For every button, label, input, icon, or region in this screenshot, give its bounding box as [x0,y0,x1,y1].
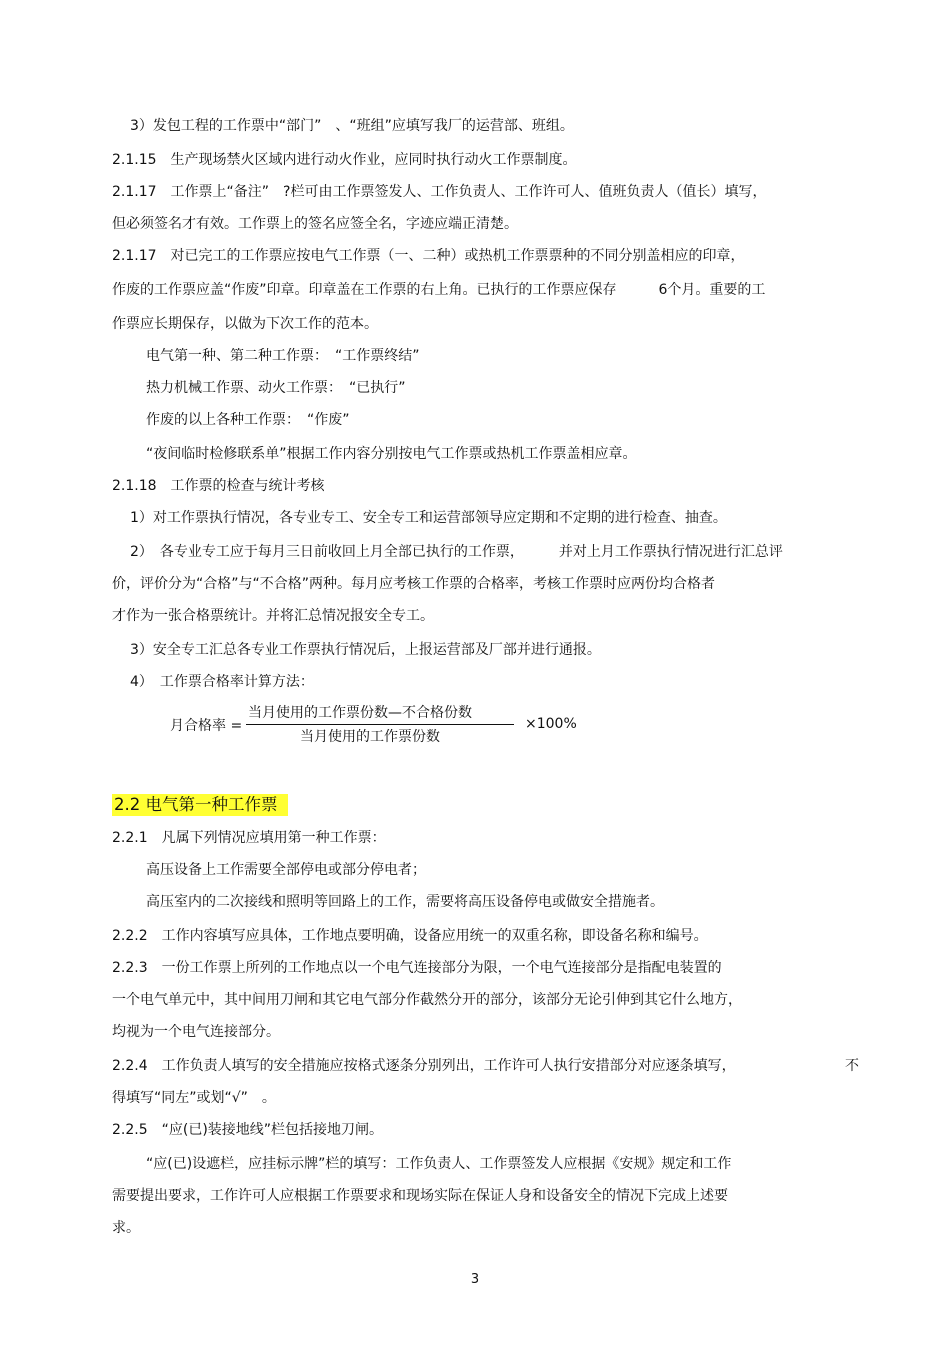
text-line: 3）安全专工汇总各专业工作票执行情况后，上报运营部及厂部并进行通报。 [130,642,601,658]
text-line: 2.1.15 生产现场禁火区域内进行动火作业，应同时执行动火工作票制度。 [112,152,577,168]
text-line: 才作为一张合格票统计。并将汇总情况报安全专工。 [112,608,434,624]
text-line: 热力机械工作票、动火工作票： “已执行” [146,380,406,396]
section-heading: 2.2 电气第一种工作票 [112,794,288,816]
text-line: 需要提出要求，工作许可人应根据工作票要求和现场实际在保证人身和设备安全的情况下完成上述要 [112,1188,728,1204]
text-line: 2.2.3 一份工作票上所列的工作地点以一个电气连接部分为限，一个电气连接部分是指配电装置的 [112,960,722,976]
text-line: 4） 工作票合格率计算方法： [130,674,314,690]
text-line: “夜间临时检修联系单”根据工作内容分别按电气工作票或热机工作票盖相应章。 [146,446,637,462]
text-line: “应(已)设遮栏，应挂标示牌”栏的填写：工作负责人、工作票签发人应根据《安规》规定和工作 [146,1156,732,1172]
text-line: 2.2.5 “应(已)装接地线”栏包括接地刀闸。 [112,1122,384,1138]
page-number: 3 [470,1272,480,1287]
formula-numerator: 当月使用的工作票份数—不合格份数 [248,705,472,721]
text-line: 作票应长期保存，以做为下次工作的范本。 [112,316,378,332]
text-line: 1）对工作票执行情况，各专业专工、安全专工和运营部领导应定期和不定期的进行检查、抽查。 [130,510,727,526]
text-line: 2.2.1 凡属下列情况应填用第一种工作票： [112,830,386,846]
text-line: 2.2.2 工作内容填写应具体，工作地点要明确，设备应用统一的双重名称，即设备名称和编号。 [112,928,708,944]
formula-rhs: ×100% [525,716,577,732]
text-line: 高压室内的二次接线和照明等回路上的工作，需要将高压设备停电或做安全措施者。 [146,894,664,910]
text-line: 3）发包工程的工作票中“部门” 、“班组”应填写我厂的运营部、班组。 [130,118,574,134]
text-line: 价，评价分为“合格”与“不合格”两种。每月应考核工作票的合格率，考核工作票时应两份均合格者 [112,576,716,592]
formula-denominator: 当月使用的工作票份数 [300,729,440,745]
text-line: 不 [845,1058,859,1074]
text-line: 得填写“同左”或划“√” 。 [112,1090,276,1106]
formula-lhs: 月合格率 = [170,718,243,734]
text-line: 但必须签名才有效。工作票上的签名应签全名，字迹应端正清楚。 [112,216,518,232]
text-line: 均视为一个电气连接部分。 [112,1024,280,1040]
text-line: 2） 各专业专工应于每月三日前收回上月全部已执行的工作票， 并对上月工作票执行情况进行汇总评 [130,544,783,560]
fraction-bar [246,724,514,725]
text-line: 电气第一种、第二种工作票： “工作票终结” [146,348,420,364]
text-line: 求。 [112,1220,140,1236]
text-line: 2.1.18 工作票的检查与统计考核 [112,478,325,494]
text-line: 高压设备上工作需要全部停电或部分停电者； [146,862,426,878]
text-line: 2.1.17 对已完工的工作票应按电气工作票（一、二种）或热机工作票票种的不同分别盖相应的印章， [112,248,745,264]
text-line: 作废的工作票应盖“作废”印章。印章盖在工作票的右上角。已执行的工作票应保存 6个月。重要的工 [112,282,766,298]
text-line: 作废的以上各种工作票： “作废” [146,412,350,428]
text-line: 2.2.4 工作负责人填写的安全措施应按格式逐条分别列出，工作许可人执行安措部分对应逐条填写， [112,1058,736,1074]
text-line: 一个电气单元中，其中间用刀闸和其它电气部分作截然分开的部分，该部分无论引伸到其它什么地方， [112,992,742,1008]
pass-rate-formula [170,702,610,748]
text-line: 2.1.17 工作票上“备注” ?栏可由工作票签发人、工作负责人、工作许可人、值班负责人（值长）填写， [112,184,767,200]
